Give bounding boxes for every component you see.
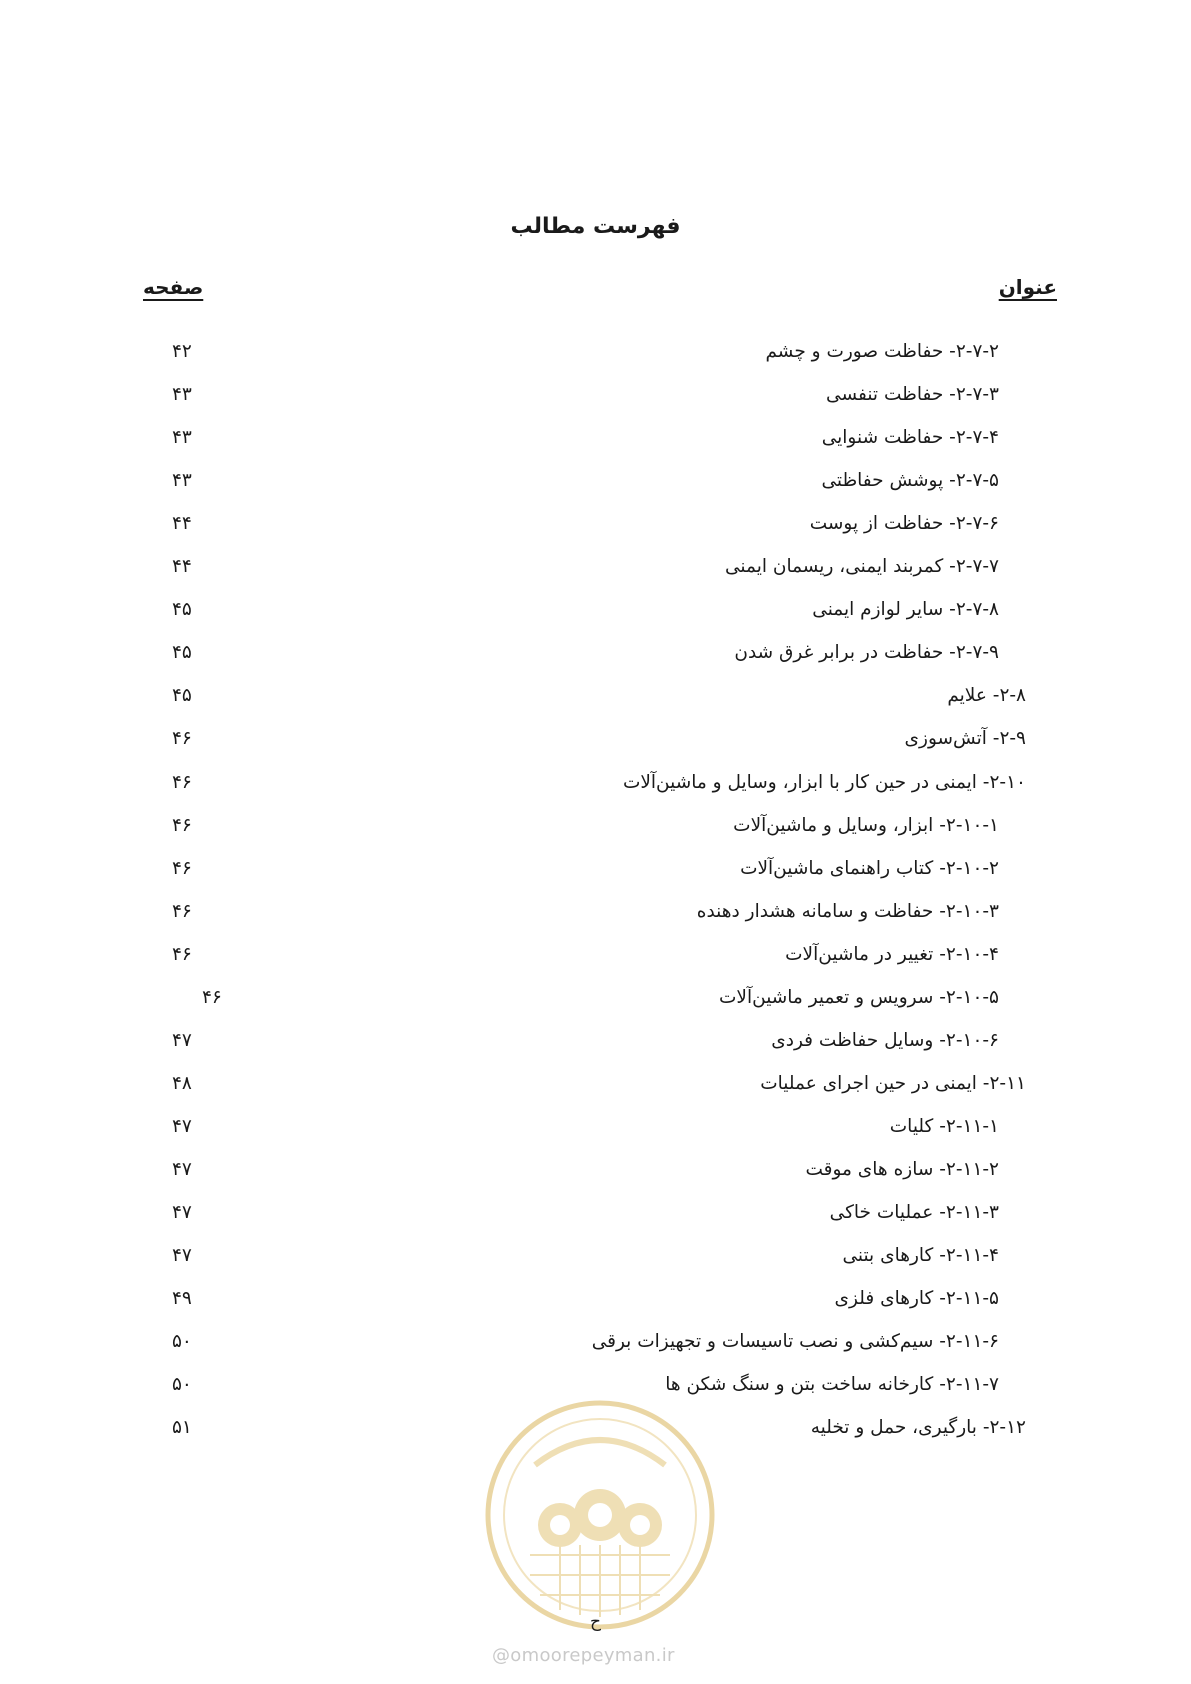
toc-entry-page: ۴۷	[172, 1115, 192, 1137]
toc-entry-page: ۵۱	[172, 1417, 192, 1439]
toc-entry-page: ۴۹	[172, 1288, 192, 1310]
toc-entry-title: ۲-۱۱-۷- کارخانه ساخت بتن و سنگ شکن ها	[665, 1374, 999, 1396]
toc-entry-page: ۴۳	[172, 470, 192, 492]
toc-entry	[0, 1245, 1191, 1279]
toc-entry-page: ۴۷	[172, 1245, 192, 1267]
toc-entry-title: ۲-۱۱-۱- کلیات	[889, 1115, 999, 1137]
toc-entry-page: ۵۰	[172, 1374, 192, 1396]
toc-entry	[0, 1331, 1191, 1365]
toc-entry-page: ۴۵	[172, 642, 192, 664]
toc-entry	[0, 944, 1191, 978]
footer-website: @omoorepeyman.ir	[492, 1645, 675, 1666]
toc-entry-page: ۵۰	[172, 1331, 192, 1353]
toc-entry	[0, 815, 1191, 849]
toc-entry-title: ۲-۷-۹- حفاظت در برابر غرق شدن	[734, 642, 999, 664]
toc-entry-title: ۲-۱۰-۶- وسایل حفاظت فردی	[771, 1029, 999, 1051]
toc-entry-title: ۲-۷-۵- پوشش حفاظتی	[821, 470, 999, 492]
toc-entry-page: ۴۵	[172, 599, 192, 621]
toc-entry-page: ۴۶	[172, 900, 192, 922]
footer-page-number: ح	[590, 1612, 601, 1632]
toc-entry-page: ۴۷	[172, 1158, 192, 1180]
toc-entry	[0, 987, 1191, 1021]
toc-entry-page: ۴۶	[172, 857, 192, 879]
toc-entry-page: ۴۷	[172, 1029, 192, 1051]
toc-entry-page: ۴۳	[172, 384, 192, 406]
toc-entry-page: ۴۶	[172, 728, 192, 750]
toc-entry	[0, 1030, 1191, 1064]
toc-entry-title: ۲-۷-۲- حفاظت صورت و چشم	[765, 341, 999, 362]
toc-entry-title: ۲-۷-۷- کمربند ایمنی، ریسمان ایمنی	[725, 556, 999, 578]
toc-entry-title: ۲-۱۱-۳- عملیات خاکی	[829, 1202, 999, 1223]
toc-entry	[0, 728, 1191, 762]
toc-entry-title: ۲-۱۰- ایمنی در حین کار با ابزار، وسایل و ماشین‌آلات	[622, 771, 1026, 793]
toc-entry-title: ۲-۱۱-۶- سیم‌کشی و نصب تاسیسات و تجهیزات برقی	[591, 1331, 999, 1353]
toc-entry	[0, 1202, 1191, 1236]
toc-entry-title: ۲-۷-۴- حفاظت شنوایی	[821, 427, 999, 449]
toc-entry-title: ۲-۱۱- ایمنی در حین اجرای عملیات	[760, 1072, 1026, 1094]
toc-entry	[0, 427, 1191, 461]
toc-entry-title: ۲-۷-۸- سایر لوازم ایمنی	[812, 599, 999, 621]
toc-entry	[0, 642, 1191, 676]
toc-entry	[0, 1288, 1191, 1322]
page-column-header: صفحه	[143, 275, 204, 299]
title-column-header: عنوان	[998, 275, 1057, 299]
toc-entry-title: ۲-۱۰-۱- ابزار، وسایل و ماشین‌آلات	[733, 814, 999, 836]
toc-entry-title: ۲-۱۰-۵- سرویس و تعمیر ماشین‌آلات	[719, 986, 999, 1008]
toc-entry	[0, 384, 1191, 418]
toc-entry	[0, 513, 1191, 547]
toc-entry-title: ۲-۹- آتش‌سوزی	[904, 728, 1026, 750]
toc-entry-page: ۴۵	[172, 685, 192, 707]
toc-entry-title: ۲-۷-۶- حفاظت از پوست	[809, 513, 999, 535]
toc-entry-page: ۴۷	[172, 1202, 192, 1223]
toc-entry-title: ۲-۷-۳- حفاظت تنفسی	[826, 384, 999, 406]
toc-entry-page: ۴۶	[172, 814, 192, 836]
toc-entry	[0, 901, 1191, 935]
toc-entry-title: ۲-۱۱-۲- سازه های موقت	[805, 1158, 999, 1180]
toc-entry-title: ۲-۱۰-۳- حفاظت و سامانه هشدار دهنده	[696, 900, 999, 922]
toc-entry	[0, 470, 1191, 504]
toc-entry-page: ۴۶	[172, 943, 192, 965]
toc-entry-title: ۲-۱۱-۴- کارهای بتنی	[842, 1245, 999, 1267]
toc-entry	[0, 1159, 1191, 1193]
toc-entry-title: ۲-۱۰-۴- تغییر در ماشین‌آلات	[785, 943, 999, 965]
toc-entry-page: ۴۳	[172, 427, 192, 449]
toc-entry	[0, 599, 1191, 633]
toc-entry-page: ۴۶	[202, 986, 222, 1008]
toc-entry-title: ۲-۱۲- بارگیری، حمل و تخلیه	[810, 1417, 1026, 1439]
toc-entry-page: ۴۲	[172, 341, 192, 362]
toc-entry	[0, 556, 1191, 590]
toc-entry-title: ۲-۱۰-۲- کتاب راهنمای ماشین‌آلات	[740, 857, 999, 879]
toc-entry-page: ۴۴	[172, 513, 192, 535]
toc-entry-page: ۴۴	[172, 556, 192, 578]
toc-entry-title: ۲-۸- علایم	[947, 685, 1026, 707]
page-title: فهرست مطالب	[510, 214, 681, 239]
toc-entry	[0, 1073, 1191, 1107]
toc-entry-page: ۴۸	[172, 1072, 192, 1094]
toc-entry	[0, 1116, 1191, 1150]
seal-icon	[480, 1395, 720, 1635]
toc-entry-page: ۴۶	[172, 771, 192, 793]
toc-entry	[0, 858, 1191, 892]
toc-entry	[0, 685, 1191, 719]
toc-entry-title: ۲-۱۱-۵- کارهای فلزی	[834, 1288, 999, 1310]
toc-entry	[0, 772, 1191, 806]
toc-entry	[0, 341, 1191, 375]
